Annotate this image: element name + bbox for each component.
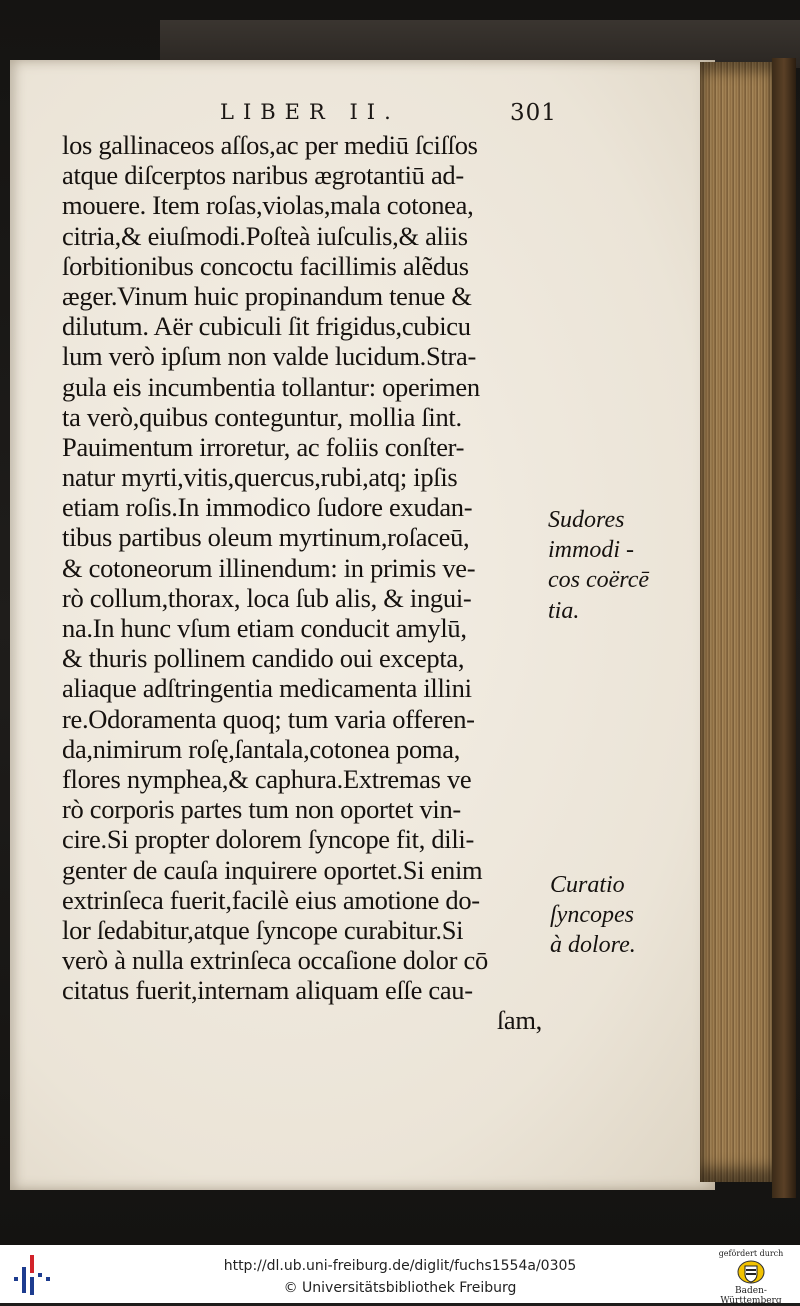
text-line: los gallinaceos aſſos,ac per mediū ſciſſos [62,130,478,160]
book-cover-edge [772,58,796,1198]
text-line: flores nymphea,& caphura.Extremas ve [62,763,472,794]
text-line: na.In hunc vſum etiam conducit amylū, [62,613,467,643]
text-line: tibus partibus oleum myrtinum,roſaceū, [62,522,470,553]
marginal-line: à dolore. [550,932,636,959]
text-line: citatus fuerit,internam aliquam eſſe cau- [62,975,473,1006]
text-line: rò corporis partes tum non oportet vin- [62,794,461,825]
page-number: 301 [510,100,557,126]
text-line: & thuris pollinem candido oui excepta, [62,643,465,674]
text-line: natur myrti,vitis,quercus,rubi,atq; ipſis [62,462,458,493]
marginal-line: tia. [548,597,580,624]
text-line: citria,& eiuſmodi.Poſteà iuſculis,& aliis [62,220,468,251]
text-line: atque diſcerptos naribus ægrotantiū ad- [62,160,464,191]
text-line: aliaque adſtringentia medicamenta illini [62,673,472,704]
marginal-line: Curatio [550,872,625,898]
text-line: extrinſeca fuerit,facilè eius amotione do- [62,884,480,915]
marginal-line: immodi - [548,537,634,564]
text-line: lor ſedabitur,atque ſyncope curabitur.Si [62,914,464,945]
text-line: genter de cauſa inquirere oportet.Si enim [62,854,483,885]
catchword: ſam, [496,1005,542,1036]
body-text [62,130,542,1036]
marginal-line: cos coërcē [548,567,650,594]
text-line: da,nimirum roſę,ſantala,cotonea poma, [62,733,461,764]
baden-wuerttemberg-crest-icon [736,1259,766,1285]
text-line: lum verò ipſum non valde lucidum.Stra- [62,341,476,372]
text-line: verò à nulla extrinſeca occaſione dolor cō [62,945,488,976]
sponsor-label: gefördert durch [718,1249,784,1258]
marginal-note-sudores [548,505,649,626]
text-line: gula eis incumbentia tollantur: operimen [62,371,480,402]
copyright-notice: © Universitätsbibliothek Freiburg [283,1280,517,1296]
document-url[interactable]: http://dl.ub.uni-freiburg.de/diglit/fuchs1554a/0305 [223,1258,577,1274]
text-line: cire.Si propter dolorem ſyncope fit, dili- [62,824,475,855]
text-line: re.Odoramenta quoq; tum varia offeren- [62,703,475,734]
sponsor-name: Baden-Württemberg [720,1286,782,1306]
text-line: mouere. Item roſas,violas,mala cotonea, [62,190,474,221]
page-edges [700,62,776,1182]
text-line: rò collum,thorax, loca ſub alis, & ingui- [62,582,472,613]
text-line: & cotoneorum illinendum: in primis ve- [62,552,476,583]
text-line: æger.Vinum huic propinandum tenue & [62,280,472,311]
text-line: ſorbitionibus concoctu facillimis alẽdus [62,250,469,281]
running-head: LIBER II. [220,100,400,124]
text-line: Pauimentum irroretur, ac foliis conſter- [62,431,465,462]
marginal-note-curatio [550,870,636,961]
text-line: etiam roſis.In immodico ſudore exudan- [62,492,473,523]
marginal-line: Sudores [548,507,625,533]
text-line: ta verò,quibus conteguntur, mollia ſint. [62,401,462,432]
marginal-line: ſyncopes [550,902,634,929]
sponsor-badge [706,1247,796,1306]
text-line: dilutum. Aër cubiculi ſit frigidus,cubicu [62,311,471,342]
viewer-footer [0,1245,800,1306]
